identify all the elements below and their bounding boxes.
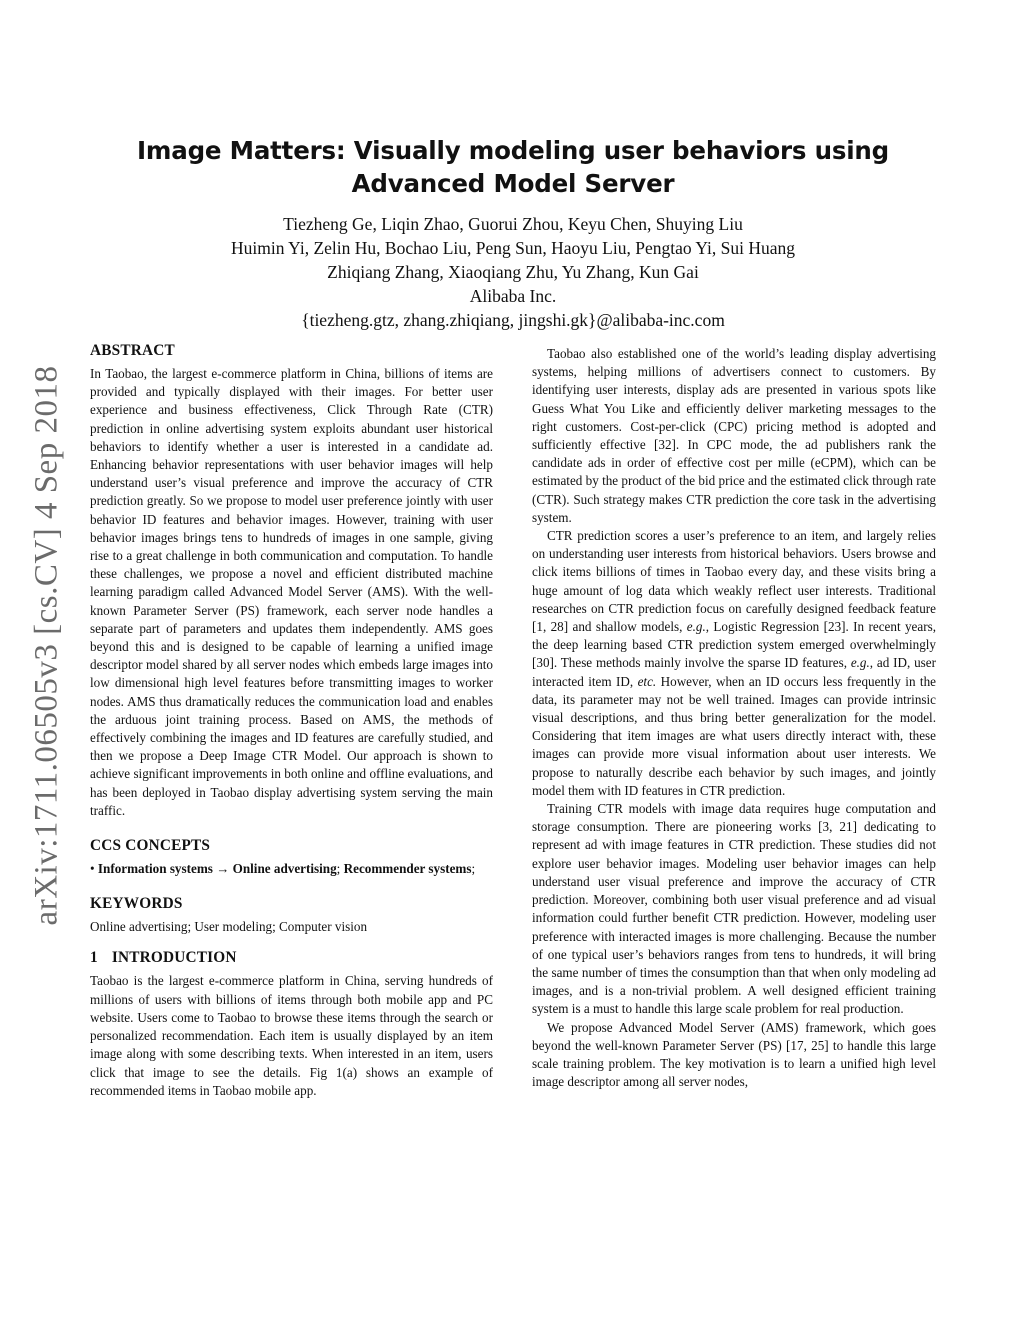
author-block xyxy=(90,212,936,332)
ccs-item-recommender-systems: Recommender systems xyxy=(343,861,472,877)
affiliation: Alibaba Inc. xyxy=(469,286,557,306)
left-column xyxy=(90,341,493,1100)
paper-title xyxy=(90,134,936,200)
abstract-text: In Taobao, the largest e-commerce platform in China, billions of items are provided and typically displayed with their images. For better user experience and business effectiveness, Click Through Rate (CTR) prediction in online advertising system exploits abundant user historical behaviors to identify whether a user is interested in a candidate ad. Enhancing behavior representations with user behavior images will help understand user’s visual preference and improve the accuracy of CTR prediction greatly. So we propose to model user preference jointly with user behavior ID features and behavior images. However, training with user behavior images brings tens to hundreds of images in one sample, giving rise to a great challenge in both communication and computation. To handle these challenges, we propose a novel and efficient distributed machine learning paradigm called Advanced Model Server (AMS). With the well-known Parameter Server (PS) framework, each server node handles a separate part of parameters and updates them independently. AMS goes beyond this and is designed to be capable of learning a unified image descriptor model shared by all server nodes which embeds large images into low dimensional high level features before transmitting images to worker nodes. AMS thus dramatically reduces the communication load and enables the arduous joint training process. Based on AMS, the methods of effectively combining the images and ID features are carefully studied, and then we propose a Deep Image CTR Model. Our approach is shown to achieve significant improvements in both online and offline evaluations, and has been deployed in Taobao display advertising system serving the main traffic. xyxy=(90,366,493,818)
paper-header xyxy=(90,134,936,332)
intro-paragraph-1: Taobao is the largest e-commerce platform in China, serving hundreds of millions of users with billions of items through both mobile app and PC website. Users come to Taobao to browse these items through the search or personalized recommendation. Each item is usually displayed by an item image along with some describing texts. When interested in an item, users click that image to see the details. Fig 1(a) shows an example of recommended items in Taobao mobile app. xyxy=(90,973,493,1098)
p3-text-c: , ad ID, user interacted item ID, xyxy=(532,655,937,689)
arxiv-side-stamp xyxy=(22,355,72,935)
abstract-heading: ABSTRACT xyxy=(90,342,175,359)
section-title: INTRODUCTION xyxy=(111,949,237,967)
ccs-arrow: → xyxy=(216,861,230,877)
author-line-2: Huimin Yi, Zelin Hu, Bochao Liu, Peng Sun, Haoyu Liu, Pengtao Yi, Sui Huang xyxy=(230,238,796,258)
author-emails: {tiezheng.gtz, zhang.zhiqiang, jingshi.gk}@alibaba-inc.com xyxy=(301,310,725,330)
ccs-heading: CCS CONCEPTS xyxy=(90,837,211,855)
ccs-bullet: • xyxy=(90,861,95,877)
p3-eg-1: e.g. xyxy=(686,619,706,635)
arxiv-identifier: arXiv:1711.06505v3 [cs.CV] 4 Sep 2018 xyxy=(28,365,65,925)
section-number: 1 xyxy=(90,949,98,967)
intro-paragraph-2: Taobao also established one of the world’s leading display advertising systems, helping millions of advertisers connect to customers. By identifying user interests, display ads are presented in various spots like Guess What You Like and efficiently deliver marketing messages to the right customers. Cost-per-click (CPC) pricing method is adopted and sufficiently effective [32]. In CPC mode, the ad publishers rank the candidate ads in order of effective cost per mille (eCPM), which can be estimated by the product of the bid price and the estimated click through rate (CTR). Such strategy makes CTR prediction the core task in the advertising system. xyxy=(532,346,936,525)
author-line-3: Zhiqiang Zhang, Xiaoqiang Zhu, Yu Zhang, Kun Gai xyxy=(327,262,699,282)
ccs-item-online-advertising: Online advertising xyxy=(232,861,337,877)
title-line-2: Advanced Model Server xyxy=(351,169,675,198)
intro-paragraph-5: We propose Advanced Model Server (AMS) framework, which goes beyond the well-known Parameter Server (PS) [17, 25] to handle this large scale training problem. The key motivation is to learn a unified high level image descriptor among all server nodes, xyxy=(532,1019,936,1090)
p3-text-a: CTR prediction scores a user’s preference to an item, and largely relies on understanding user interests from historical behaviors. Users browse and click items billions of times in Taobao every day, and these visits bring a huge amount of log data which weakly reflect user interests. Traditional researches on CTR prediction focus on carefully designed feedback feature [1, 28] and shallow models, xyxy=(532,528,936,635)
author-line-1: Tiezheng Ge, Liqin Zhao, Guorui Zhou, Keyu Chen, Shuying Liu xyxy=(283,214,743,234)
ccs-end: ; xyxy=(471,861,476,877)
intro-paragraph-4: Training CTR models with image data requires huge computation and storage consumption. There are pioneering works [3, 21] dedicating to represent ad with image features in CTR prediction. These studies did not explore user behavior images. Modeling user behavior images can help understand user visual preference and improve the accuracy of CTR prediction. Moreover, combining both user visual preference and ad visual information could further benefit CTR prediction. However, modeling user preference with interacted images is more challenging. Because the number of one typical user’s behaviors ranges from tens to hundreds, it will bring the same number of times the consumption than that when only modeling ad images, and is a non-trivial problem. A well designed efficient training system is a must to handle this large scale problem for real production. xyxy=(532,801,936,1017)
ccs-item-information-systems: Information systems xyxy=(97,861,213,877)
ccs-separator: ; xyxy=(336,861,341,877)
title-line-1: Image Matters: Visually modeling user behaviors using xyxy=(137,136,889,165)
p3-text-b: , Logistic Regression [23]. In recent years, the deep learning based CTR prediction system emerged overwhelmingly [30]. These methods mainly involve the sparse ID features, xyxy=(532,619,936,671)
keywords-text: Online advertising; User modeling; Computer vision xyxy=(90,919,368,935)
right-column xyxy=(532,345,936,1091)
p3-etc: etc. xyxy=(637,673,657,689)
ccs-concepts xyxy=(90,860,493,878)
introduction-heading xyxy=(90,948,493,968)
intro-paragraph-3 xyxy=(532,527,936,800)
keywords-heading: KEYWORDS xyxy=(90,895,183,913)
p3-eg-2: e.g. xyxy=(850,655,870,671)
p3-text-d: However, when an ID occurs less frequently in the data, its parameter may not be well trained. Images can provide intrinsic visual descriptions, and thus bring better generalization for the model. Considering that item images are what users directly interact with, these images can provide more visual information about user interests. We propose to naturally describe each behavior by such images, and jointly model them with ID features in CTR prediction. xyxy=(532,673,936,798)
